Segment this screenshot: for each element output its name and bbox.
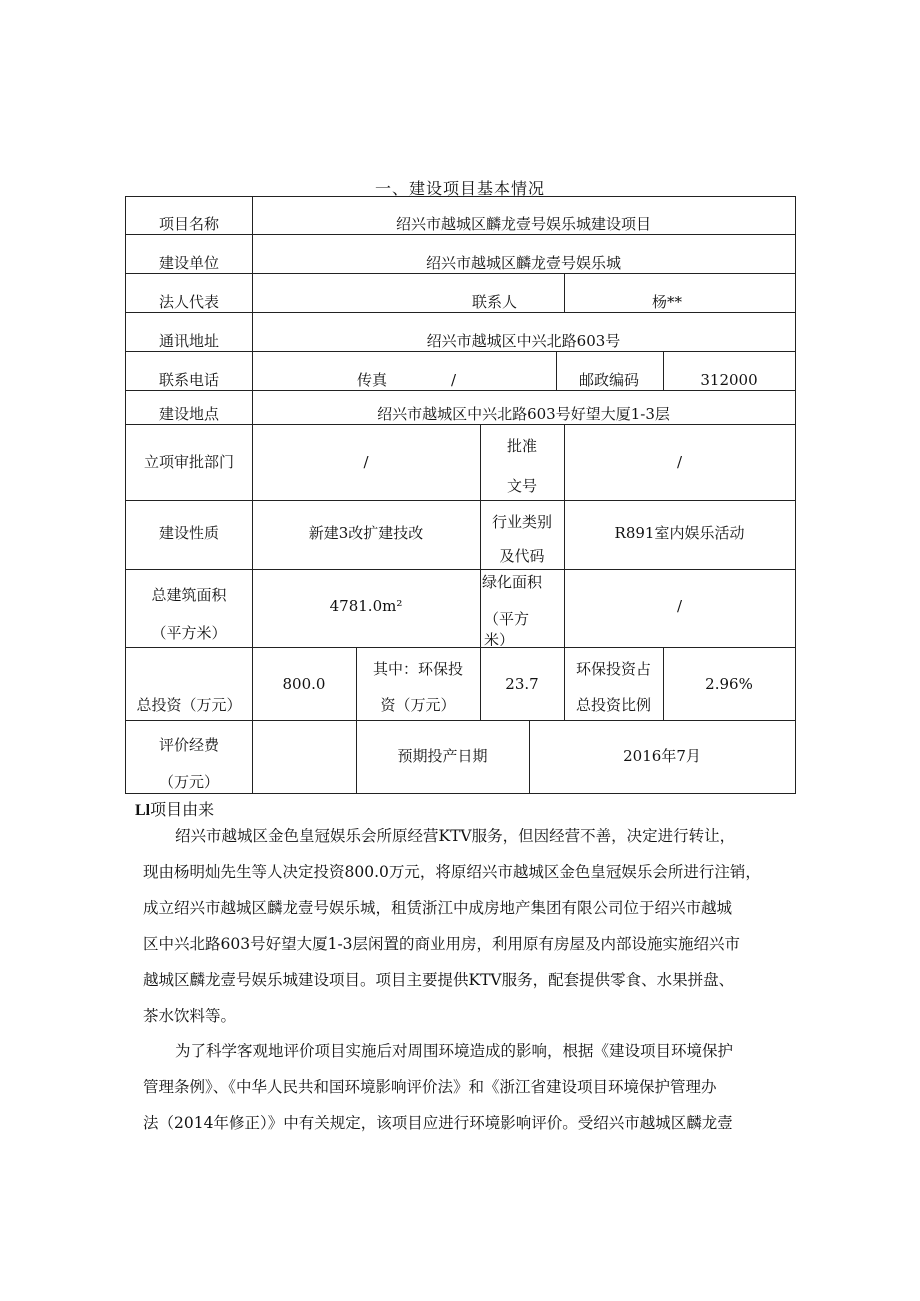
section-heading [135, 797, 214, 820]
green-area-label-1: 绿化面积 [482, 573, 543, 591]
phone-label: 联系电话 [158, 371, 219, 389]
page-title: 一、建设项目基本情况 [374, 179, 545, 198]
paragraph-1 [143, 818, 798, 1034]
floor-area-label-1: 总建筑面积 [151, 586, 227, 604]
approval-no: / [676, 453, 683, 471]
approval-dept: / [363, 453, 369, 471]
nature-label: 建设性质 [158, 524, 219, 542]
env-ratio-label-1: 环保投资占 [575, 660, 651, 678]
env-invest: 23.7 [505, 675, 539, 693]
paragraph-line: 区中兴北路603号好望大厦1-3层闲置的商业用房，利用原有房屋及内部设施实施绍兴市 [143, 935, 741, 953]
paragraph-line: 为了科学客观地评价项目实施后对周围环境造成的影响，根据《建设项目环境保护 [175, 1042, 734, 1060]
total-invest-label: 总投资（万元） [136, 696, 242, 714]
industry-label-1: 行业类别 [491, 513, 552, 531]
approval-no-label-1: 批准 [506, 437, 537, 455]
builder-label: 建设单位 [158, 254, 219, 272]
paragraph-line: 管理条例》、《中华人民共和国环境影响评价法》和《浙江省建设项目环境保护管理办 [143, 1078, 717, 1096]
paragraph-line: 绍兴市越城区金色皇冠娱乐会所原经营KTV服务，但因经营不善，决定进行转让， [175, 827, 736, 845]
site: 绍兴市越城区中兴北路603号好望大厦1-3层 [377, 405, 670, 423]
paragraph-line: 成立绍兴市越城区麟龙壹号娱乐城，租赁浙江中成房地产集团有限公司位于绍兴市越城 [143, 899, 733, 917]
builder: 绍兴市越城区麟龙壹号娱乐城 [425, 254, 621, 272]
env-invest-label-1: 其中：环保投 [372, 660, 463, 678]
paragraph-line: 法（2014年修正）》中有关规定，该项目应进行环境影响评价。受绍兴市越城区麟龙壹 [143, 1114, 733, 1132]
project-info-table [125, 196, 796, 794]
floor-area-label-2: （平方米） [151, 624, 227, 642]
start-date-label: 预期投产日期 [397, 747, 488, 765]
approval-dept-label: 立项审批部门 [143, 453, 234, 471]
paragraph-line: 现由杨明灿先生等人决定投资800.0万元，将原绍兴市越城区金色皇冠娱乐会所进行注销， [143, 863, 761, 881]
legal-rep-label: 法人代表 [158, 293, 219, 311]
approval-no-label-2: 文号 [506, 477, 537, 495]
industry-label-2: 及代码 [499, 547, 545, 565]
postcode-label: 邮政编码 [579, 371, 640, 389]
project-name: 绍兴市越城区麟龙壹号娱乐城建设项目 [395, 215, 651, 233]
total-invest: 800.0 [282, 675, 326, 693]
eval-fee-label-2: （万元） [158, 773, 219, 791]
project-name-label: 项目名称 [158, 215, 219, 233]
site-label: 建设地点 [158, 405, 219, 423]
contact: 杨** [652, 293, 683, 311]
floor-area: 4781.0m² [329, 597, 403, 615]
nature: 新建3改扩建技改 [308, 524, 424, 542]
env-ratio-label-2: 总投资比例 [575, 696, 651, 714]
section-title: 项目由来 [150, 800, 215, 819]
green-area-label-2: （平方 [484, 610, 530, 628]
postcode: 312000 [700, 371, 758, 389]
eval-fee-label-1: 评价经费 [158, 736, 219, 754]
address: 绍兴市越城区中兴北路603号 [426, 332, 621, 350]
industry: R891室内娱乐活动 [614, 524, 745, 542]
green-area: / [676, 597, 683, 615]
fax-label: 传真 [357, 371, 388, 389]
paragraph-line: 茶水饮料等。 [143, 1007, 237, 1025]
contact-label: 联系人 [472, 293, 518, 311]
address-label: 通讯地址 [158, 332, 219, 350]
paragraph-line: 越城区麟龙壹号娱乐城建设项目。项目主要提供KTV服务，配套提供零食、水果拼盘、 [143, 971, 735, 989]
start-date: 2016年7月 [623, 747, 701, 765]
green-area-label-3: 米） [484, 631, 515, 646]
env-invest-label-2: 资（万元） [380, 696, 456, 714]
paragraph-2 [143, 1033, 798, 1141]
env-ratio: 2.96% [705, 675, 753, 693]
fax: / [451, 371, 457, 389]
section-number: Ll [135, 802, 151, 819]
